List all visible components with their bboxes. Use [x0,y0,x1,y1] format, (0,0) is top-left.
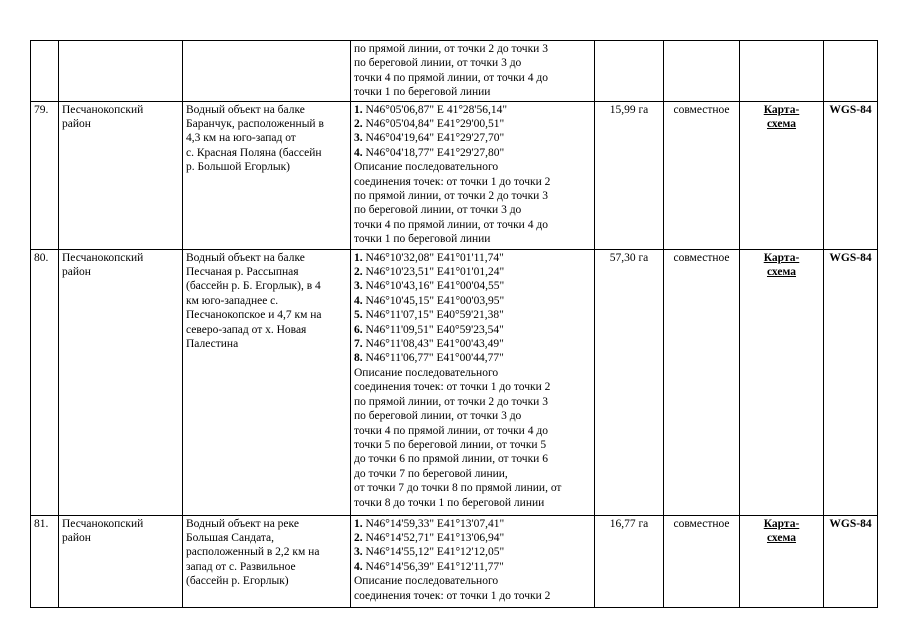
table-row [31,41,878,102]
map-link-text[interactable]: Карта- [763,251,800,264]
coordinate-point: 1. N46°14'59,33" E41°13'07,41" [354,517,505,530]
text-line: Песчанокопский [62,103,144,116]
row-number-cell: 81. [31,515,59,607]
coordinates-cell [351,101,595,249]
connection-description-heading: Описание последовательного [354,161,499,174]
district-cell [59,249,183,515]
map-cell [740,41,824,102]
text-line: Песчанокопский [62,251,144,264]
text-line: до точки 7 по береговой линии, [354,467,508,480]
text-line: точки 8 до точки 1 по береговой линии [354,496,545,509]
map-link[interactable] [740,515,824,607]
text-line: по береговой линии, от точки 3 до [354,57,522,70]
text-line: соединения точек: от точки 1 до точки 2 [354,175,551,188]
text-line: соединения точек: от точки 1 до точки 2 [354,589,551,602]
text-line: р. Большой Егорлык) [186,161,291,174]
text-line: по прямой линии, от точки 2 до точки 3 [354,43,548,55]
area-cell: 57,30 га [595,249,664,515]
connection-description-heading: Описание последовательного [354,575,499,588]
text-line: Баранчук, расположенный в [186,118,324,131]
coordinate-point: 4. N46°04'18,77" E41°29'27,80" [354,146,505,159]
text-line: точки 1 по береговой линии [354,233,491,246]
usage-cell: совместное [664,515,740,607]
text-line: Песчаная р. Рассыпная [186,266,299,279]
map-link-text[interactable]: схема [766,266,797,279]
text-line: Большая Сандата, [186,532,275,545]
map-link[interactable] [740,101,824,249]
usage-cell: совместное [664,101,740,249]
table-body [31,41,878,608]
text-line: Палестина [186,338,239,351]
coordinate-point: 4. N46°10'45,15" E41°00'03,95" [354,294,505,307]
coordinate-point: 3. N46°04'19,64" E41°29'27,70" [354,132,505,145]
text-line: по прямой линии, от точки 2 до точки 3 [354,395,548,408]
connection-description [354,175,591,247]
coordinate-point: 3. N46°10'43,16" E41°00'04,55" [354,280,505,293]
table-row [31,249,878,515]
text-line: км юго-западнее с. [186,294,279,307]
text-line: Водный объект на реке [186,517,299,530]
area-cell: 15,99 га [595,101,664,249]
map-link-text[interactable]: схема [766,118,797,131]
coordinate-point: 1. N46°05'06,87" E 41°28'56,14" [354,103,508,116]
coordinate-system-cell: WGS-84 [824,249,878,515]
text-line: точки 4 по прямой линии, от точки 4 до [354,218,548,231]
text-line: Песчанокопское и 4,7 км на [186,309,322,322]
area-cell [595,41,664,102]
text-line: район [62,118,91,131]
coordinates-cell [351,515,595,607]
description-cell [183,249,351,515]
description-cell [183,515,351,607]
text-line: точки 4 по прямой линии, от точки 4 до [354,71,548,84]
text-line: по береговой линии, от точки 3 до [354,410,522,423]
row-number-cell: 80. [31,249,59,515]
text-line: по береговой линии, от точки 3 до [354,204,522,217]
coordinate-point: 2. N46°14'52,71" E41°13'06,94" [354,532,505,545]
map-link-text[interactable]: Карта- [763,103,800,116]
text-line: район [62,532,91,545]
text-line: (бассейн р. Б. Егорлык), в 4 [186,280,321,293]
connection-description [354,589,591,603]
text-line: 4,3 км на юго-запад от [186,132,296,145]
coordinate-system-cell: WGS-84 [824,515,878,607]
coordinates-cell [351,41,595,102]
district-cell [59,41,183,102]
usage-cell [664,41,740,102]
connection-description [354,380,591,510]
usage-cell: совместное [664,249,740,515]
text-line: точки 1 по береговой линии [354,86,491,99]
text-line: Водный объект на балке [186,103,305,116]
description-cell [183,101,351,249]
text-line: с. Красная Поляна (бассейн [186,146,322,159]
coordinate-point: 5. N46°11'07,15" E40°59'21,38" [354,309,504,322]
table-row [31,515,878,607]
coordinate-point: 1. N46°10'32,08" E41°01'11,74" [354,251,504,264]
text-line: расположенный в 2,2 км на [186,546,320,559]
coordinate-system-cell [824,41,878,102]
text-line: до точки 6 по прямой линии, от точки 6 [354,453,548,466]
coordinate-system-cell: WGS-84 [824,101,878,249]
text-line: от точки 7 до точки 8 по прямой линии, от [354,482,562,495]
text-line: соединения точек: от точки 1 до точки 2 [354,381,551,394]
text-line: по прямой линии, от точки 2 до точки 3 [354,190,548,203]
coordinate-point: 8. N46°11'06,77" E41°00'44,77" [354,352,504,365]
connection-description-heading: Описание последовательного [354,366,499,379]
text-line: точки 5 по береговой линии, от точки 5 [354,438,547,451]
text-line: точки 4 по прямой линии, от точки 4 до [354,424,548,437]
description-cell [183,41,351,102]
coordinate-point: 6. N46°11'09,51" E40°59'23,54" [354,323,504,336]
coordinate-point: 7. N46°11'08,43" E41°00'43,49" [354,338,504,351]
text-line: запад от с. Развильное [186,560,296,573]
coordinate-point: 2. N46°05'04,84" E41°29'00,51" [354,118,505,131]
map-link-text[interactable]: Карта- [763,517,800,530]
row-number-cell: 79. [31,101,59,249]
coordinate-point: 4. N46°14'56,39" E41°12'11,77" [354,560,504,573]
area-cell: 16,77 га [595,515,664,607]
map-link[interactable] [740,249,824,515]
text-line: Песчанокопский [62,517,144,530]
text-line: (бассейн р. Егорлык) [186,575,289,588]
map-link-text[interactable]: схема [766,532,797,545]
coordinate-point: 3. N46°14'55,12" E41°12'12,05" [354,546,505,559]
district-cell [59,515,183,607]
district-cell [59,101,183,249]
coordinates-cell [351,249,595,515]
text-line: северо-запад от х. Новая [186,323,307,336]
table-row [31,101,878,249]
water-objects-table [30,40,878,608]
coordinate-point: 2. N46°10'23,51" E41°01'01,24" [354,266,505,279]
connection-description [354,42,591,100]
text-line: район [62,266,91,279]
row-number-cell [31,41,59,102]
text-line: Водный объект на балке [186,251,305,264]
